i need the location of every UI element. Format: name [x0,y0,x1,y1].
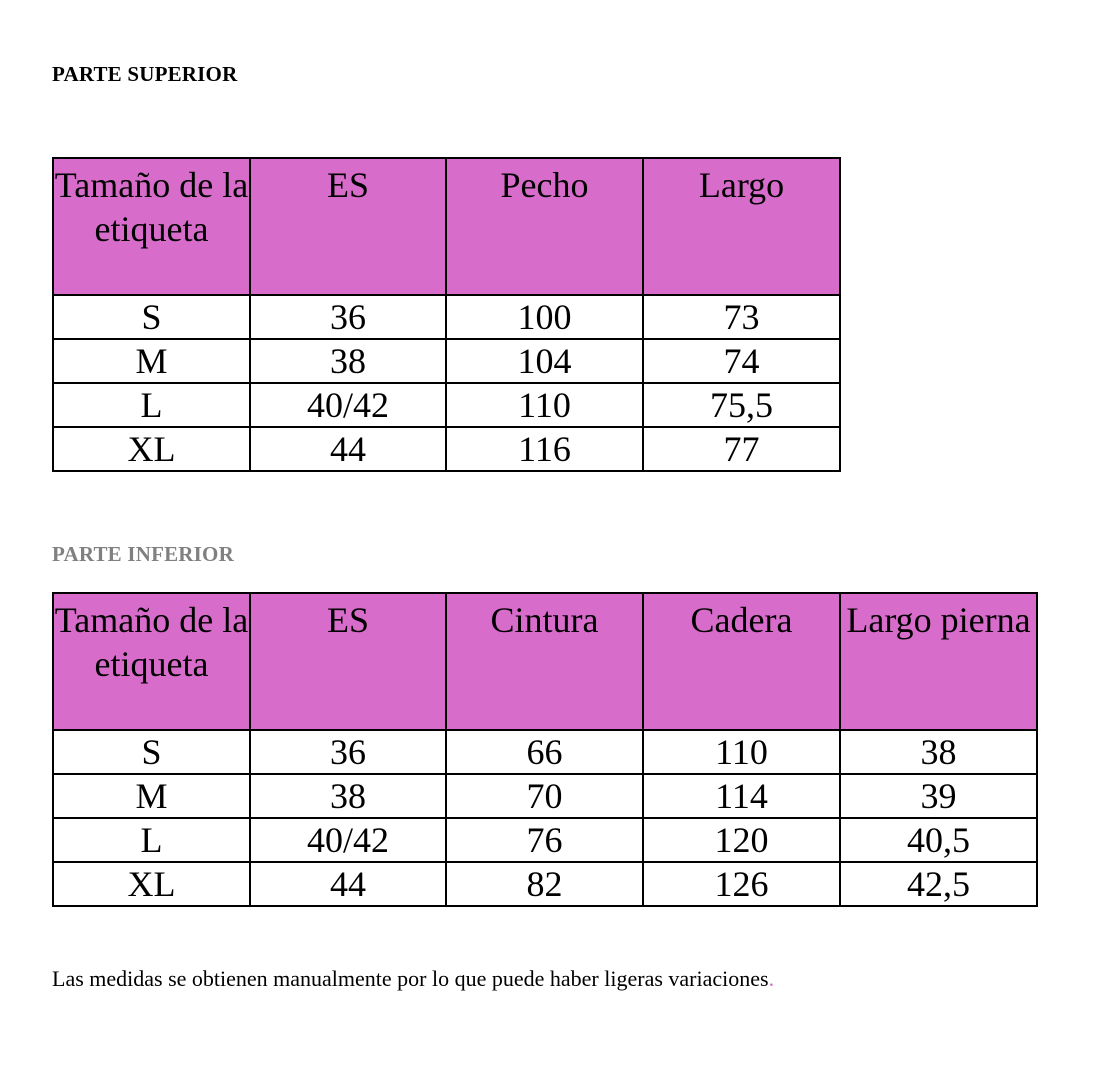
table-cell: XL [53,862,250,906]
table-cell: 110 [643,730,840,774]
table-row [53,383,840,427]
table-cell: 116 [446,427,643,471]
table-cell: 39 [840,774,1037,818]
table-cell: L [53,818,250,862]
table-cell: 120 [643,818,840,862]
column-header-length: Largo [643,158,840,295]
column-header-hip: Cadera [643,593,840,730]
table-cell: 40/42 [250,383,446,427]
table-cell: 40/42 [250,818,446,862]
table-cell: 73 [643,295,840,339]
table-row [53,774,1037,818]
table-cell: 36 [250,295,446,339]
table-cell: 36 [250,730,446,774]
table-cell: 66 [446,730,643,774]
table-row [53,730,1037,774]
top-size-table [52,157,841,472]
table-cell: 44 [250,427,446,471]
table-cell: 38 [250,774,446,818]
bottom-section-title: PARTE INFERIOR [52,542,234,566]
column-header-leg-length: Largo pierna [840,593,1037,730]
table-cell: 104 [446,339,643,383]
table-cell: S [53,730,250,774]
table-header-row [53,593,1037,730]
table-row [53,818,1037,862]
measurement-note [52,966,774,992]
table-row [53,295,840,339]
table-cell: 70 [446,774,643,818]
bottom-size-table [52,592,1038,907]
table-cell: 42,5 [840,862,1037,906]
top-section-title: PARTE SUPERIOR [52,62,238,86]
table-row [53,862,1037,906]
table-row [53,427,840,471]
column-header-waist: Cintura [446,593,643,730]
table-cell: 38 [840,730,1037,774]
table-header-row [53,158,840,295]
table-cell: 75,5 [643,383,840,427]
table-cell: 82 [446,862,643,906]
column-header-size-label: Tamaño de la etiqueta [53,158,250,295]
table-cell: 74 [643,339,840,383]
table-cell: 44 [250,862,446,906]
table-cell: 40,5 [840,818,1037,862]
table-cell: 126 [643,862,840,906]
table-cell: S [53,295,250,339]
table-cell: M [53,339,250,383]
table-cell: 114 [643,774,840,818]
table-cell: 38 [250,339,446,383]
table-cell: 110 [446,383,643,427]
table-cell: XL [53,427,250,471]
column-header-size-label: Tamaño de la etiqueta [53,593,250,730]
column-header-es: ES [250,158,446,295]
table-cell: M [53,774,250,818]
column-header-es: ES [250,593,446,730]
table-cell: 76 [446,818,643,862]
table-cell: 100 [446,295,643,339]
table-row [53,339,840,383]
table-cell: 77 [643,427,840,471]
measurement-note-period: . [768,966,775,991]
table-cell: L [53,383,250,427]
measurement-note-text: Las medidas se obtienen manualmente por lo que puede haber ligeras variaciones [52,966,769,991]
column-header-chest: Pecho [446,158,643,295]
